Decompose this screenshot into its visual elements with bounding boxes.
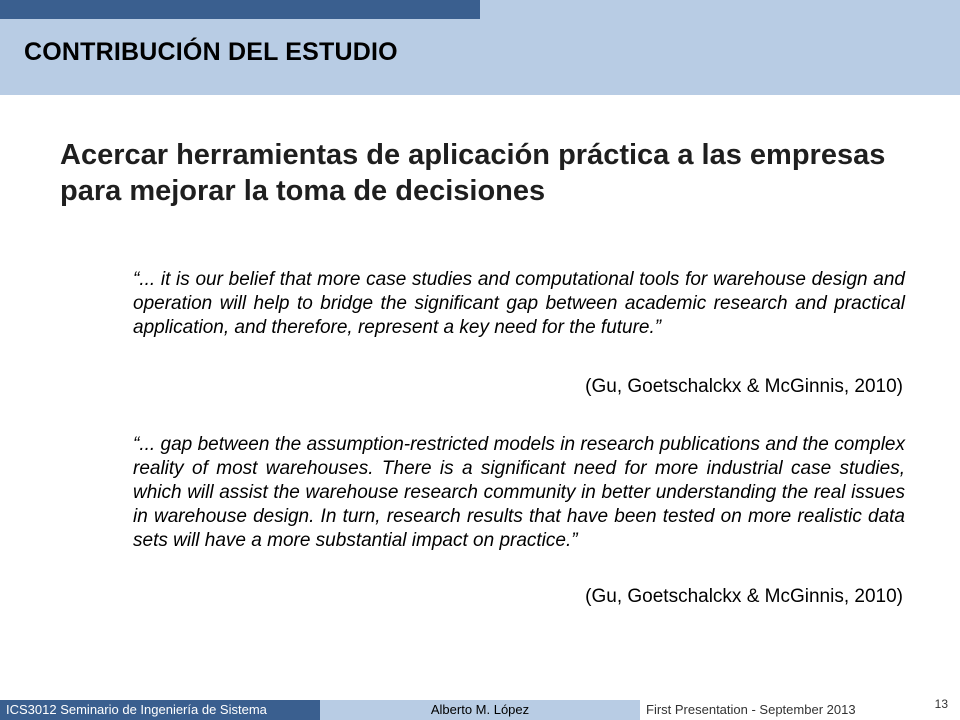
slide-number: 13 <box>934 697 948 711</box>
slide-subtitle: Acercar herramientas de aplicación práctica a las empresas para mejorar la toma de decisiones <box>60 139 886 207</box>
header-accent-bar <box>0 0 480 19</box>
slide-title: CONTRIBUCIÓN DEL ESTUDIO <box>24 38 398 66</box>
quote-citation: (Gu, Goetschalckx & McGinnis, 2010) <box>585 586 903 607</box>
quote-text: “... it is our belief that more case studies and computational tools for warehouse design and operation will help to bridge the significant gap between academic research and practical application, and therefore, represent a key need for the future.” <box>133 269 905 338</box>
quote-citation: (Gu, Goetschalckx & McGinnis, 2010) <box>585 376 903 397</box>
footer-date: First Presentation - September 2013 <box>640 700 960 720</box>
footer-course: ICS3012 Seminario de Ingeniería de Sistema <box>0 700 320 720</box>
footer-author: Alberto M. López <box>320 700 640 720</box>
footer <box>0 700 960 720</box>
quote-text: “... gap between the assumption-restricted models in research publications and the complex reality of most warehouses. There is a significant need for more industrial case studies, which will assist the warehouse research community in better understanding the real issues in warehouse design. In turn, research results that have been tested on more realistic data sets will have a more substantial impact on practice.” <box>133 434 905 551</box>
